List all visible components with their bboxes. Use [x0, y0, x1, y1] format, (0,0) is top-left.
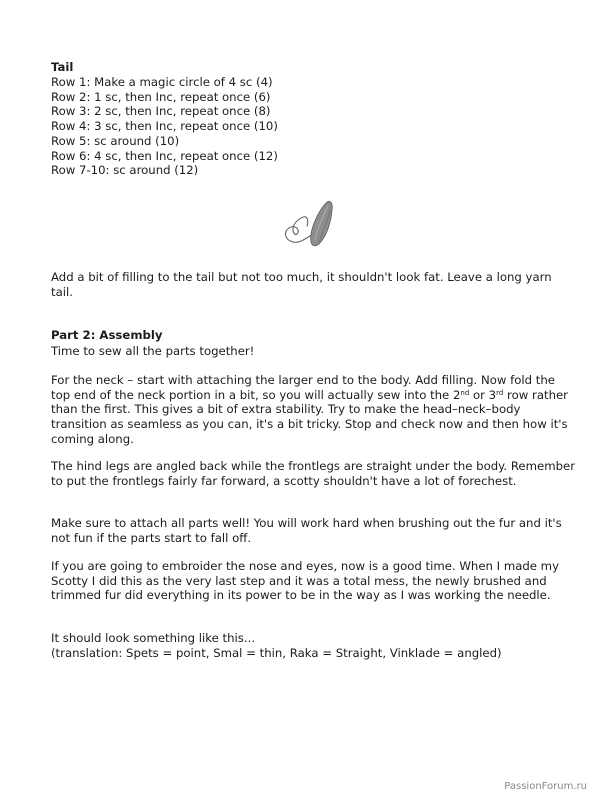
embroider-paragraph: If you are going to embroider the nose and eyes, now is a good time. When I made my Scotty I did this as the very last step and it was a total mess, the newly brushed and trimmed fur did everything in its power to be in the way as I was working the needle. — [51, 559, 559, 603]
tail-row: Row 4: 3 sc, then Inc, repeat once (10) — [51, 119, 278, 134]
neck-text-2: or 3 — [469, 387, 497, 402]
neck-paragraph — [51, 373, 576, 447]
translation-line: (translation: Spets = point, Smal = thin, Raka = Straight, Vinklade = angled) — [51, 645, 502, 660]
legs-paragraph: The hind legs are angled back while the frontlegs are straight under the body. Remember to put the frontlegs fairly far forward, a scotty shouldn't have a lot of forechest. — [51, 459, 575, 488]
neck-superscript-1: nd — [460, 388, 470, 397]
tail-row: Row 6: 4 sc, then Inc, repeat once (12) — [51, 148, 278, 163]
attach-paragraph: Make sure to attach all parts well! You will work hard when brushing out the fur and it's not fun if the parts start to fall off. — [51, 516, 562, 545]
watermark: PassionForum.ru — [504, 781, 587, 792]
assembly-intro: Time to sew all the parts together! — [51, 344, 255, 358]
crocheted-tail-illustration-icon — [279, 196, 345, 252]
tail-row: Row 1: Make a magic circle of 4 sc (4) — [51, 75, 273, 89]
closing-paragraph — [51, 631, 576, 660]
tail-row: Row 2: 1 sc, then Inc, repeat once (6) — [51, 89, 271, 104]
tail-rows — [51, 75, 576, 178]
neck-text-1: For the neck – start with attaching the larger end to the body. Add filling. Now fold the top end of the neck portion in a bit, so you will actually sew into the 2 — [51, 373, 555, 402]
closing-line: It should look something like this... — [51, 631, 256, 645]
neck-text-3: row rather than the first. This gives a bit of extra stability. Try to make the head–neck–body transition as seamless as you can, it's a bit tricky. Stop and check now and then how it's coming along. — [51, 387, 568, 446]
tail-row: Row 7-10: sc around (12) — [51, 163, 199, 178]
tail-row: Row 5: sc around (10) — [51, 133, 180, 148]
tail-heading: Tail — [51, 60, 74, 74]
assembly-heading: Part 2: Assembly — [51, 328, 163, 342]
tail-row: Row 3: 2 sc, then Inc, repeat once (8) — [51, 104, 271, 119]
neck-superscript-2: rd — [496, 388, 504, 397]
tail-filling-note: Add a bit of filling to the tail but not too much, it shouldn't look fat. Leave a long yarn tail. — [51, 270, 552, 299]
